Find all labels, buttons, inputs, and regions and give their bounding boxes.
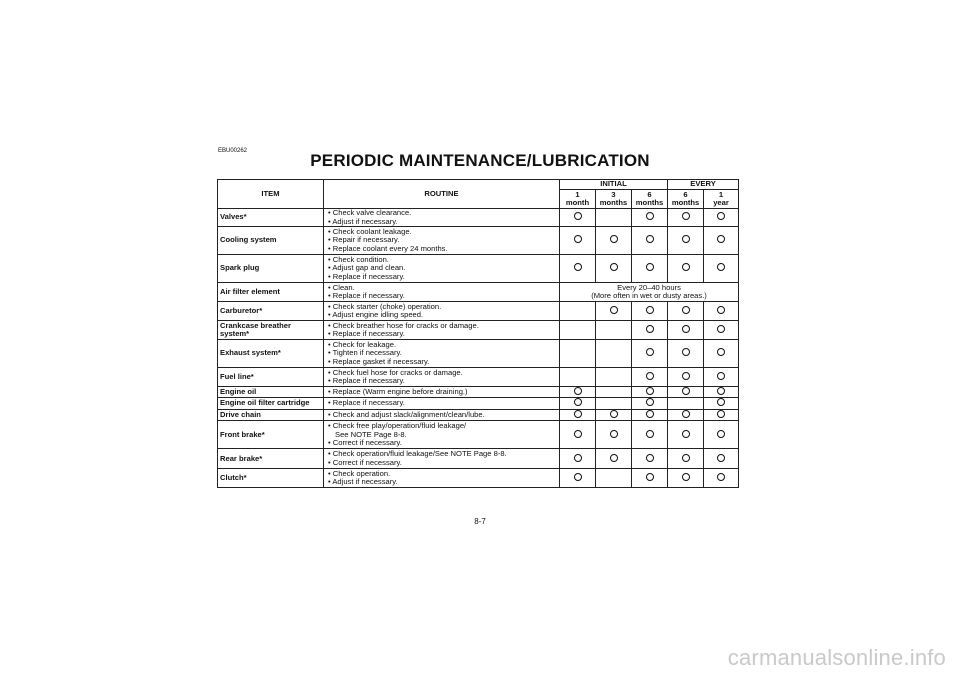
item-name: Air filter element bbox=[218, 283, 324, 302]
page-number: 8-7 bbox=[474, 517, 486, 526]
schedule-cell bbox=[632, 340, 668, 368]
routine-line: • Adjust gap and clean. bbox=[328, 263, 406, 273]
schedule-cell bbox=[704, 469, 739, 488]
circle-icon bbox=[682, 348, 690, 356]
item-name: Spark plug bbox=[218, 255, 324, 283]
period-unit: year bbox=[713, 198, 729, 207]
routine-cell bbox=[324, 409, 560, 420]
schedule-cell bbox=[596, 421, 632, 449]
circle-icon bbox=[646, 430, 654, 438]
schedule-cell bbox=[668, 302, 704, 321]
circle-icon bbox=[717, 325, 725, 333]
schedule-cell bbox=[704, 209, 739, 227]
routine-line: • Check operation/fluid leakage/See NOTE Page 8-8. bbox=[328, 449, 507, 459]
header-period bbox=[632, 190, 668, 209]
schedule-cell bbox=[632, 409, 668, 420]
routine-line: • Replace if necessary. bbox=[328, 271, 405, 281]
period-unit: months bbox=[671, 198, 700, 207]
table-row bbox=[218, 421, 739, 449]
routine-cell bbox=[324, 368, 560, 387]
routine-cell bbox=[324, 449, 560, 469]
routine-cell bbox=[324, 227, 560, 255]
header-period bbox=[668, 190, 704, 209]
routine-line: • Correct if necessary. bbox=[328, 457, 402, 467]
circle-icon bbox=[682, 454, 690, 462]
schedule-cell bbox=[632, 209, 668, 227]
circle-icon bbox=[610, 306, 618, 314]
schedule-cell bbox=[704, 449, 739, 469]
schedule-cell bbox=[596, 368, 632, 387]
schedule-cell bbox=[560, 321, 596, 340]
header-item: ITEM bbox=[218, 180, 324, 209]
routine-line: • Check valve clearance. bbox=[328, 208, 412, 218]
table-row bbox=[218, 321, 739, 340]
item-name: Front brake* bbox=[218, 421, 324, 449]
schedule-cell bbox=[560, 209, 596, 227]
period-number: 6 bbox=[647, 189, 652, 199]
circle-icon bbox=[610, 454, 618, 462]
table-row bbox=[218, 387, 739, 398]
circle-icon bbox=[646, 473, 654, 481]
page-title: PERIODIC MAINTENANCE/LUBRICATION bbox=[310, 151, 650, 170]
circle-icon bbox=[717, 454, 725, 462]
schedule-cell bbox=[704, 398, 739, 409]
routine-line: • Replace gasket if necessary. bbox=[328, 356, 430, 366]
schedule-cell bbox=[704, 255, 739, 283]
routine-cell bbox=[324, 387, 560, 398]
table-row bbox=[218, 255, 739, 283]
schedule-cell bbox=[596, 209, 632, 227]
schedule-cell bbox=[596, 340, 632, 368]
schedule-cell bbox=[632, 255, 668, 283]
schedule-cell bbox=[560, 449, 596, 469]
circle-icon bbox=[682, 212, 690, 220]
circle-icon bbox=[646, 212, 654, 220]
circle-icon bbox=[574, 212, 582, 220]
schedule-cell bbox=[632, 321, 668, 340]
schedule-cell bbox=[596, 449, 632, 469]
table-row bbox=[218, 302, 739, 321]
circle-icon bbox=[646, 348, 654, 356]
schedule-cell bbox=[596, 321, 632, 340]
item-name: Rear brake* bbox=[218, 449, 324, 469]
circle-icon bbox=[646, 387, 654, 395]
circle-icon bbox=[574, 454, 582, 462]
schedule-cell bbox=[668, 227, 704, 255]
schedule-cell bbox=[560, 255, 596, 283]
routine-line: • Adjust if necessary. bbox=[328, 477, 398, 487]
circle-icon bbox=[646, 454, 654, 462]
table-row bbox=[218, 283, 739, 302]
interval-note bbox=[560, 283, 739, 302]
item-name: Fuel line* bbox=[218, 368, 324, 387]
circle-icon bbox=[682, 235, 690, 243]
routine-line: • Replace (Warm engine before draining.) bbox=[328, 387, 468, 396]
routine-line: • Check and adjust slack/alignment/clean/lube. bbox=[328, 409, 485, 419]
circle-icon bbox=[717, 398, 725, 406]
schedule-cell bbox=[704, 227, 739, 255]
period-number: 1 bbox=[575, 189, 580, 199]
circle-icon bbox=[682, 473, 690, 481]
item-name: Valves* bbox=[218, 209, 324, 227]
schedule-cell bbox=[560, 421, 596, 449]
circle-icon bbox=[682, 410, 690, 418]
circle-icon bbox=[717, 372, 725, 380]
schedule-cell bbox=[632, 227, 668, 255]
circle-icon bbox=[574, 398, 582, 406]
schedule-cell bbox=[704, 321, 739, 340]
schedule-cell bbox=[596, 398, 632, 409]
circle-icon bbox=[717, 473, 725, 481]
schedule-cell bbox=[704, 409, 739, 420]
circle-icon bbox=[646, 410, 654, 418]
schedule-cell bbox=[632, 387, 668, 398]
table-row bbox=[218, 340, 739, 368]
circle-icon bbox=[717, 387, 725, 395]
schedule-cell bbox=[560, 340, 596, 368]
schedule-cell bbox=[704, 302, 739, 321]
period-number: 1 bbox=[718, 189, 724, 199]
routine-cell bbox=[324, 302, 560, 321]
note-line: Every 20–40 hours bbox=[617, 283, 681, 292]
document-code: EBU00262 bbox=[218, 148, 248, 154]
item-name: Clutch* bbox=[218, 469, 324, 488]
table-row bbox=[218, 368, 739, 387]
routine-line: • Adjust engine idling speed. bbox=[328, 310, 424, 319]
circle-icon bbox=[610, 410, 618, 418]
schedule-cell bbox=[596, 227, 632, 255]
schedule-cell bbox=[668, 421, 704, 449]
period-number: 6 bbox=[683, 189, 688, 199]
routine-cell bbox=[324, 209, 560, 227]
schedule-cell bbox=[668, 255, 704, 283]
schedule-cell bbox=[560, 409, 596, 420]
circle-icon bbox=[717, 235, 725, 243]
circle-icon bbox=[682, 430, 690, 438]
item-name: Engine oil filter cartridge bbox=[218, 398, 324, 409]
circle-icon bbox=[646, 398, 654, 406]
circle-icon bbox=[682, 372, 690, 380]
routine-line: See NOTE Page 8-8. bbox=[335, 429, 407, 439]
routine-line: • Adjust if necessary. bbox=[328, 216, 398, 226]
circle-icon bbox=[610, 235, 618, 243]
schedule-cell bbox=[668, 209, 704, 227]
routine-line: • Correct if necessary. bbox=[328, 437, 402, 447]
circle-icon bbox=[574, 235, 582, 243]
header-initial: INITIAL bbox=[560, 180, 668, 190]
routine-cell bbox=[324, 421, 560, 449]
schedule-cell bbox=[632, 469, 668, 488]
schedule-cell bbox=[668, 398, 704, 409]
schedule-cell bbox=[596, 469, 632, 488]
routine-cell bbox=[324, 283, 560, 302]
routine-line: • Replace coolant every 24 months. bbox=[328, 243, 448, 253]
circle-icon bbox=[574, 263, 582, 271]
schedule-cell bbox=[596, 409, 632, 420]
routine-line: • Check coolant leakage. bbox=[328, 226, 412, 236]
routine-line: • Check breather hose for cracks or damage. bbox=[328, 320, 479, 330]
routine-line: • Replace if necessary. bbox=[328, 398, 405, 408]
schedule-cell bbox=[632, 421, 668, 449]
circle-icon bbox=[717, 430, 725, 438]
schedule-cell bbox=[632, 398, 668, 409]
circle-icon bbox=[717, 263, 725, 271]
routine-line: • Clean. bbox=[328, 282, 355, 292]
circle-icon bbox=[646, 306, 654, 314]
routine-line: • Replace if necessary. bbox=[328, 329, 405, 338]
routine-cell bbox=[324, 398, 560, 409]
schedule-cell bbox=[560, 227, 596, 255]
item-name: Cooling system bbox=[218, 227, 324, 255]
header-period bbox=[596, 190, 632, 209]
item-name: Crankcase breather system* bbox=[218, 321, 324, 340]
table-row bbox=[218, 449, 739, 469]
circle-icon bbox=[717, 348, 725, 356]
period-unit: months bbox=[599, 198, 628, 207]
routine-line: • Check condition. bbox=[328, 254, 389, 264]
routine-line: • Replace if necessary. bbox=[328, 291, 405, 300]
circle-icon bbox=[717, 212, 725, 220]
schedule-cell bbox=[596, 387, 632, 398]
item-name: Exhaust system* bbox=[218, 340, 324, 368]
header-period bbox=[704, 190, 739, 209]
table-row bbox=[218, 209, 739, 227]
circle-icon bbox=[646, 325, 654, 333]
routine-line: • Check for leakage. bbox=[328, 339, 397, 349]
header-period bbox=[560, 190, 596, 209]
circle-icon bbox=[646, 235, 654, 243]
schedule-cell bbox=[704, 340, 739, 368]
schedule-cell bbox=[704, 421, 739, 449]
circle-icon bbox=[574, 430, 582, 438]
watermark: carmanualsonline.info bbox=[727, 645, 946, 670]
item-name: Carburetor* bbox=[218, 302, 324, 321]
schedule-cell bbox=[668, 340, 704, 368]
table-row bbox=[218, 398, 739, 409]
circle-icon bbox=[717, 410, 725, 418]
circle-icon bbox=[574, 387, 582, 395]
routine-line: • Check operation. bbox=[328, 468, 391, 478]
item-name: Drive chain bbox=[218, 409, 324, 420]
table-row bbox=[218, 227, 739, 255]
schedule-cell bbox=[668, 368, 704, 387]
circle-icon bbox=[646, 372, 654, 380]
schedule-cell bbox=[632, 449, 668, 469]
schedule-cell bbox=[560, 302, 596, 321]
table-row bbox=[218, 409, 739, 420]
table-row bbox=[218, 469, 739, 488]
circle-icon bbox=[574, 410, 582, 418]
period-unit: month bbox=[565, 198, 590, 207]
routine-line: • Check free play/operation/fluid leakage/ bbox=[328, 421, 467, 431]
routine-cell bbox=[324, 255, 560, 283]
routine-cell bbox=[324, 340, 560, 368]
routine-line: • Check starter (choke) operation. bbox=[328, 301, 442, 311]
schedule-cell bbox=[560, 398, 596, 409]
schedule-cell bbox=[560, 368, 596, 387]
schedule-cell bbox=[668, 449, 704, 469]
schedule-cell bbox=[704, 368, 739, 387]
schedule-cell bbox=[596, 255, 632, 283]
schedule-cell bbox=[560, 387, 596, 398]
circle-icon bbox=[610, 430, 618, 438]
schedule-cell bbox=[596, 302, 632, 321]
circle-icon bbox=[646, 263, 654, 271]
schedule-cell bbox=[560, 469, 596, 488]
routine-line: • Check fuel hose for cracks or damage. bbox=[328, 367, 463, 377]
note-line: (More often in wet or dusty areas.) bbox=[591, 291, 707, 300]
circle-icon bbox=[682, 325, 690, 333]
schedule-cell bbox=[632, 302, 668, 321]
circle-icon bbox=[682, 387, 690, 395]
schedule-cell bbox=[632, 368, 668, 387]
schedule-cell bbox=[668, 321, 704, 340]
circle-icon bbox=[574, 473, 582, 481]
period-number: 3 bbox=[611, 189, 616, 199]
routine-cell bbox=[324, 469, 560, 488]
period-unit: months bbox=[635, 198, 664, 207]
circle-icon bbox=[717, 306, 725, 314]
maintenance-table bbox=[217, 179, 739, 488]
item-name: Engine oil bbox=[218, 387, 324, 398]
routine-line: • Repair if necessary. bbox=[328, 235, 400, 245]
routine-line: • Replace if necessary. bbox=[328, 376, 405, 385]
circle-icon bbox=[682, 263, 690, 271]
circle-icon bbox=[610, 263, 618, 271]
schedule-cell bbox=[668, 387, 704, 398]
header-every: EVERY bbox=[668, 180, 739, 190]
circle-icon bbox=[682, 306, 690, 314]
schedule-cell bbox=[668, 409, 704, 420]
header-routine: ROUTINE bbox=[324, 180, 560, 209]
routine-line: • Tighten if necessary. bbox=[328, 348, 402, 358]
routine-cell bbox=[324, 321, 560, 340]
schedule-cell bbox=[668, 469, 704, 488]
schedule-cell bbox=[704, 387, 739, 398]
